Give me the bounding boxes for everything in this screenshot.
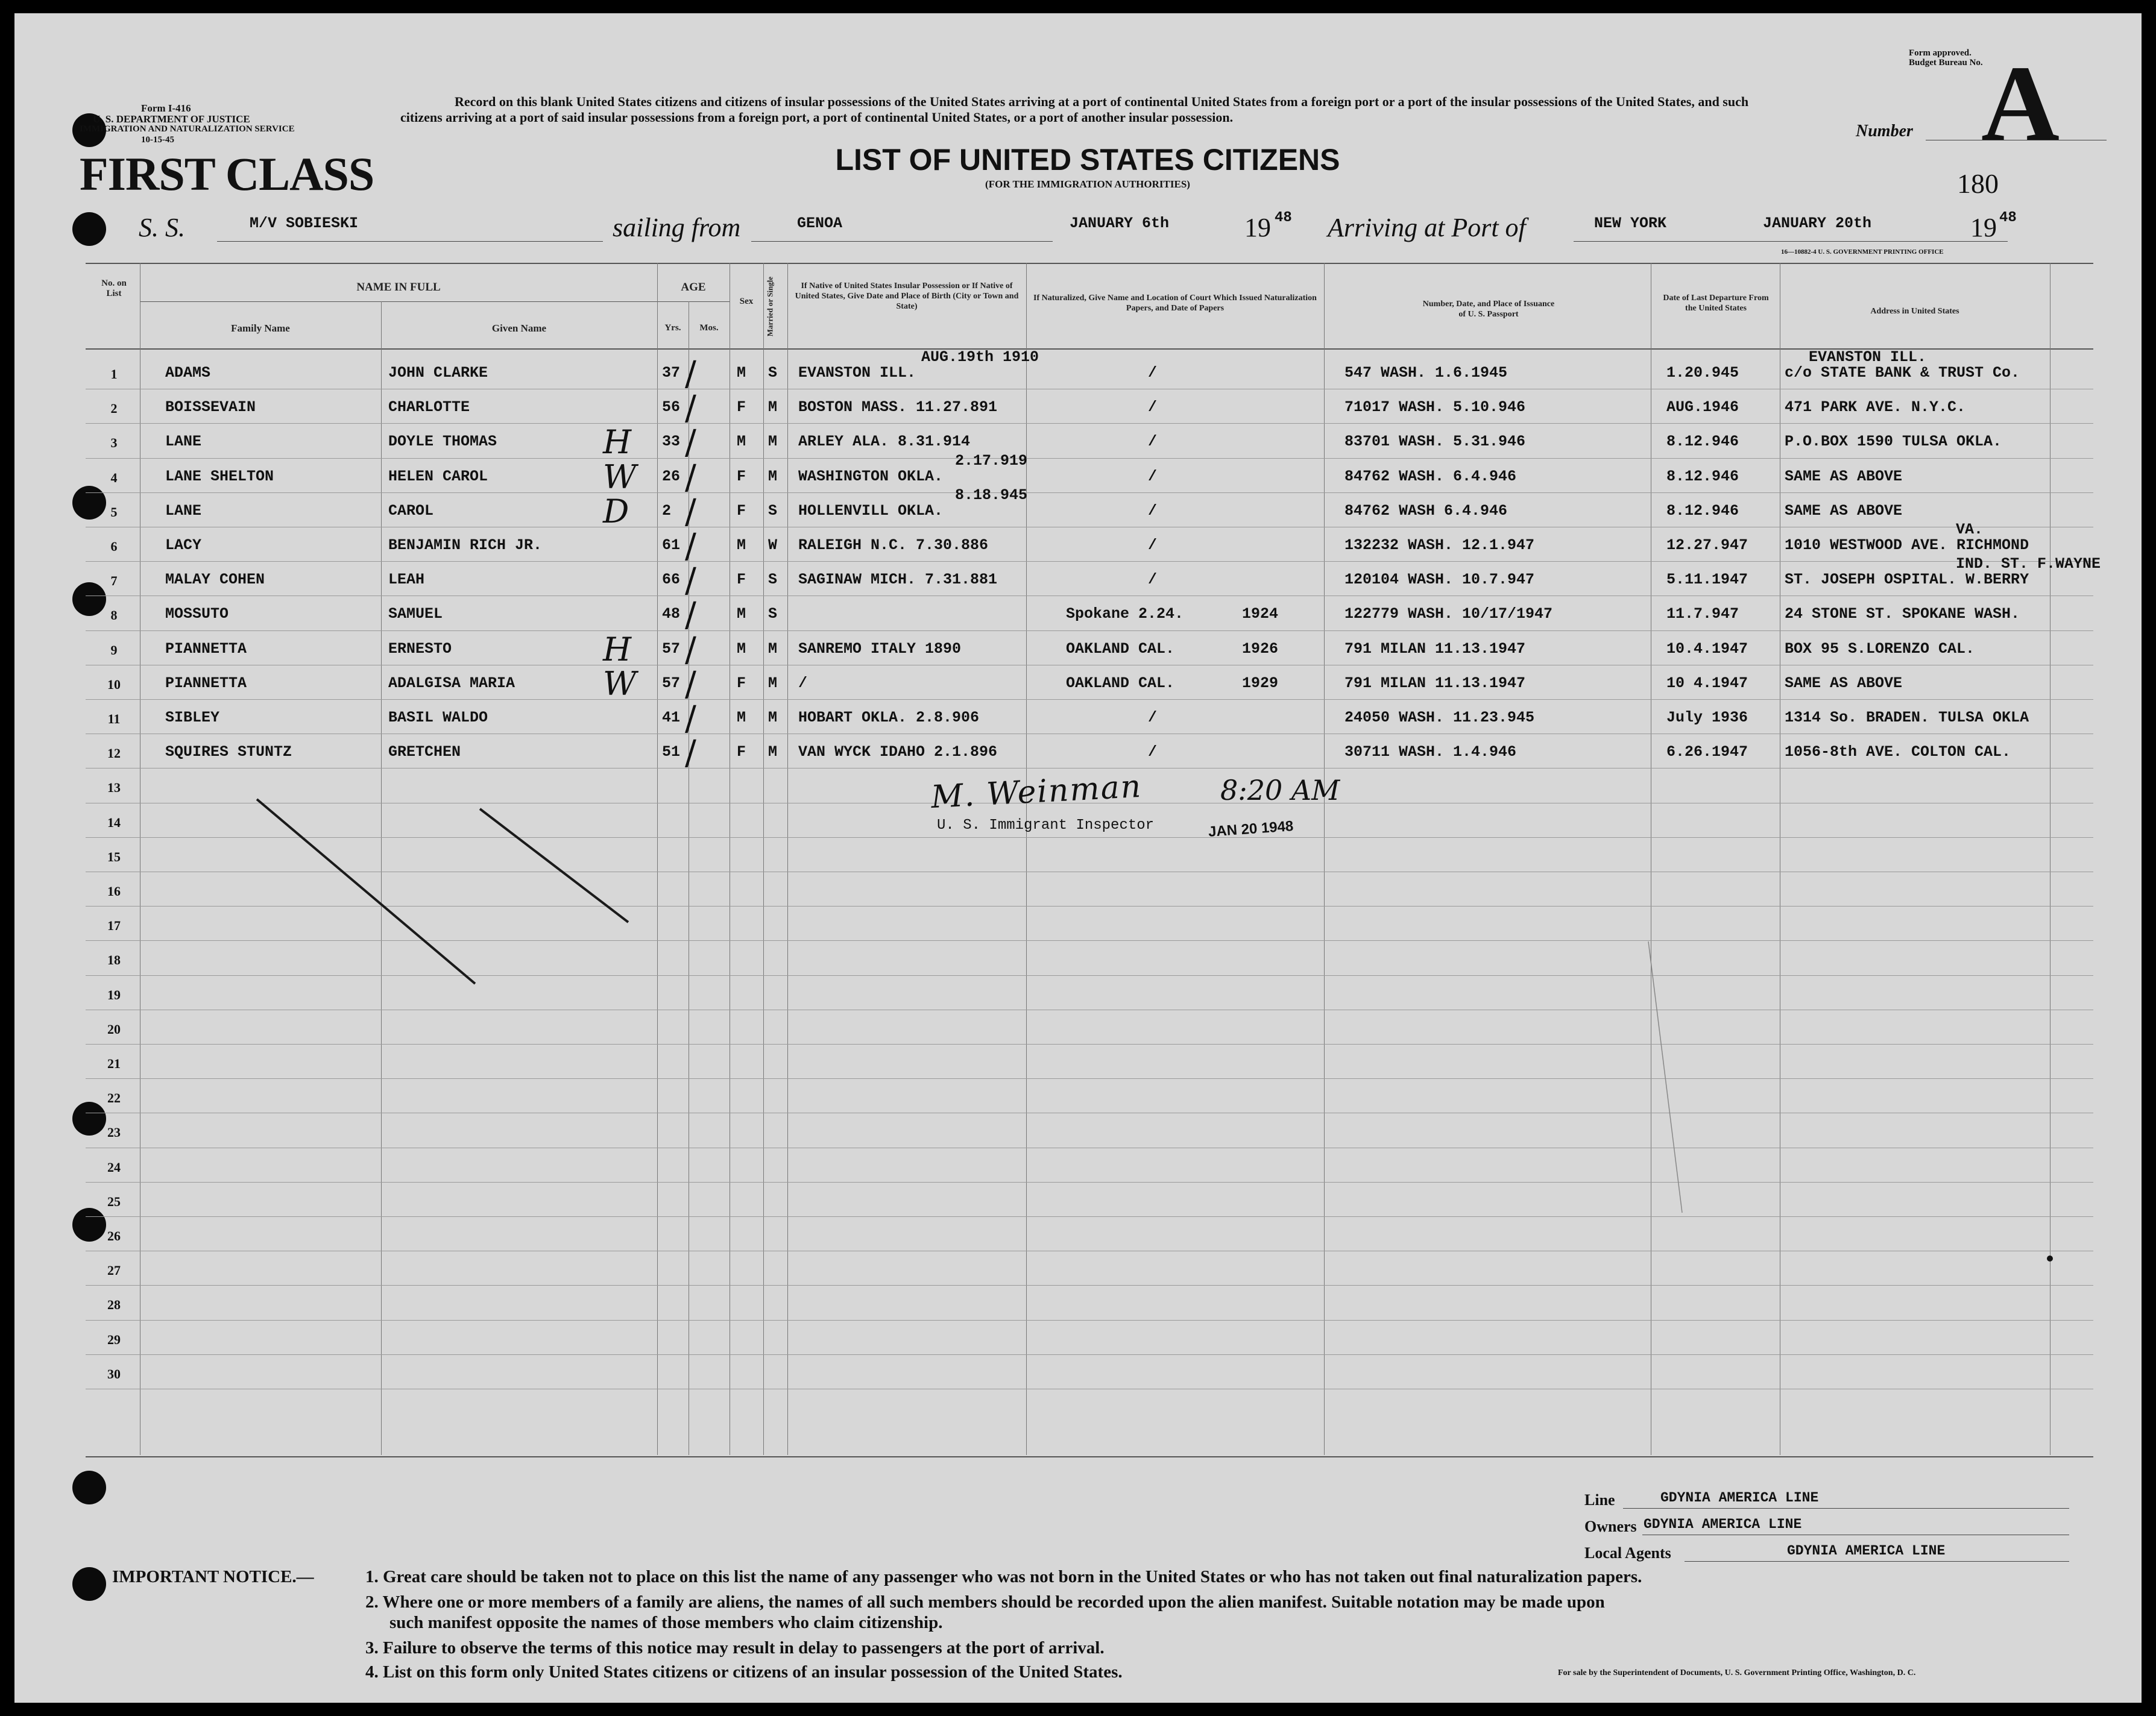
cell-birth-date-above: 8.18.945 bbox=[955, 486, 1028, 504]
col-header-married: Married or Single bbox=[765, 276, 775, 337]
cell-given: BASIL WALDO bbox=[388, 709, 488, 726]
col-header-no: No. on List bbox=[101, 278, 127, 298]
inspector-signature: M. Weinman bbox=[930, 768, 1143, 816]
ss-label: S. S. bbox=[139, 213, 185, 242]
cell-naturalized-year: 1926 bbox=[1242, 640, 1279, 658]
number-label: Number bbox=[1856, 122, 1913, 140]
row-number: 26 bbox=[107, 1228, 121, 1243]
cell-mos-tick: / bbox=[685, 664, 696, 704]
cell-address: 24 STONE ST. SPOKANE WASH. bbox=[1785, 605, 2020, 623]
cell-yrs: 57 bbox=[662, 674, 681, 692]
cell-sex: F bbox=[737, 501, 746, 520]
cell-passport: 84762 WASH. 6.4.946 bbox=[1344, 467, 1517, 485]
cell-yrs: 57 bbox=[662, 640, 681, 658]
row-number: 5 bbox=[110, 504, 118, 520]
printer-credit: For sale by the Superintendent of Documents, U. S. Government Printing Office, Washington, D. C. bbox=[1558, 1668, 1916, 1677]
department: U. S. DEPARTMENT OF JUSTICE bbox=[93, 113, 250, 125]
depart-year-prefix: 19 bbox=[1244, 213, 1271, 242]
cell-family: LANE bbox=[165, 501, 202, 520]
row-number: 20 bbox=[107, 1021, 121, 1037]
row-number: 13 bbox=[107, 780, 121, 796]
cell-naturalized: / bbox=[1148, 536, 1158, 554]
cancel-strokes bbox=[14, 13, 2142, 1703]
cell-yrs: 37 bbox=[662, 364, 681, 382]
cell-passport: 122779 WASH. 10/17/1947 bbox=[1344, 605, 1553, 623]
approval-line-1: Form approved. bbox=[1909, 48, 1972, 58]
cell-ms: M bbox=[768, 674, 778, 692]
cell-birth: RALEIGH N.C. 7.30.886 bbox=[798, 536, 989, 554]
cell-naturalized: / bbox=[1148, 433, 1158, 451]
cell-yrs: 33 bbox=[662, 433, 681, 451]
cell-naturalized: / bbox=[1148, 467, 1158, 485]
cell-address: 471 PARK AVE. N.Y.C. bbox=[1785, 398, 1966, 416]
cell-departure: 11.7.947 bbox=[1666, 605, 1739, 623]
cell-ms: M bbox=[768, 433, 778, 451]
cell-family: MALAY COHEN bbox=[165, 571, 265, 589]
page-title: LIST OF UNITED STATES CITIZENS bbox=[835, 143, 1340, 177]
cell-given: CHARLOTTE bbox=[388, 398, 470, 416]
cell-family: SQUIRES STUNTZ bbox=[165, 743, 292, 761]
cell-naturalized: OAKLAND CAL. bbox=[1066, 674, 1175, 692]
cell-family: PIANNETTA bbox=[165, 674, 247, 692]
cell-passport: 547 WASH. 1.6.1945 bbox=[1344, 364, 1508, 382]
cell-given: SAMUEL bbox=[388, 605, 443, 623]
cell-naturalized: Spokane 2.24. bbox=[1066, 605, 1184, 623]
cell-mos-tick: / bbox=[685, 389, 696, 429]
cell-naturalized-year: 1929 bbox=[1242, 674, 1279, 692]
row-number: 19 bbox=[107, 987, 121, 1002]
class-label: FIRST CLASS bbox=[80, 148, 374, 200]
agents-underline bbox=[1685, 1561, 2069, 1562]
cell-family: MOSSUTO bbox=[165, 605, 229, 623]
cell-address-above: IND. ST. F.WAYNE bbox=[1956, 555, 2101, 573]
col-header-yrs: Yrs. bbox=[664, 323, 681, 333]
row-number: 9 bbox=[110, 642, 118, 658]
cell-yrs: 56 bbox=[662, 398, 681, 416]
cell-address: SAME AS ABOVE bbox=[1785, 467, 1903, 485]
cell-address-above: EVANSTON ILL. bbox=[1809, 348, 1927, 366]
cell-address: SAME AS ABOVE bbox=[1785, 674, 1903, 692]
cell-departure: 8.12.946 bbox=[1666, 501, 1739, 520]
cell-departure: 12.27.947 bbox=[1666, 536, 1748, 554]
cell-naturalized: / bbox=[1148, 398, 1158, 416]
cell-birth: BOSTON MASS. 11.27.891 bbox=[798, 398, 998, 416]
service: IMMIGRATION AND NATURALIZATION SERVICE bbox=[80, 124, 295, 134]
row-number: 29 bbox=[107, 1331, 121, 1347]
gpo-code: 16—10882-4 U. S. GOVERNMENT PRINTING OFFICE bbox=[1781, 248, 1944, 256]
row-number: 22 bbox=[107, 1090, 121, 1106]
depart-year-suffix: 48 bbox=[1275, 210, 1292, 226]
list-letter: A bbox=[1981, 43, 2060, 163]
cell-given: LEAH bbox=[388, 571, 425, 589]
cell-naturalized: / bbox=[1148, 501, 1158, 520]
cell-sex: F bbox=[737, 743, 746, 761]
cell-yrs: 41 bbox=[662, 709, 681, 726]
cell-naturalized: / bbox=[1148, 571, 1158, 589]
cell-ms: S bbox=[768, 501, 778, 520]
cell-family: SIBLEY bbox=[165, 709, 220, 726]
cell-sex: M bbox=[737, 364, 746, 382]
row-number: 30 bbox=[107, 1366, 121, 1381]
manifest-sheet bbox=[14, 13, 2142, 1703]
notice-2-continued: such manifest opposite the names of those members who claim citizenship. bbox=[389, 1613, 943, 1632]
cell-sex: M bbox=[737, 640, 746, 658]
cell-mos-tick: / bbox=[685, 630, 696, 670]
cell-birth: VAN WYCK IDAHO 2.1.896 bbox=[798, 743, 998, 761]
cell-address-above: VA. bbox=[1956, 521, 1984, 538]
cell-ms: M bbox=[768, 467, 778, 485]
cell-yrs: 48 bbox=[662, 605, 681, 623]
agents-value: GDYNIA AMERICA LINE bbox=[1787, 1543, 1946, 1559]
cell-mos-tick: / bbox=[685, 527, 696, 566]
cell-given: DOYLE THOMAS bbox=[388, 433, 497, 451]
cell-mos-tick: / bbox=[685, 354, 696, 394]
arrival-date: JANUARY 20th bbox=[1763, 215, 1872, 232]
cell-departure: 1.20.945 bbox=[1666, 364, 1739, 382]
cell-yrs: 2 bbox=[662, 501, 672, 520]
owners-label: Owners bbox=[1584, 1518, 1637, 1535]
arrival-year-suffix: 48 bbox=[1999, 210, 2017, 226]
owners-value: GDYNIA AMERICA LINE bbox=[1644, 1516, 1802, 1532]
cell-birth: EVANSTON ILL. bbox=[798, 364, 916, 382]
cell-birth: HOLLENVILL OKLA. bbox=[798, 501, 944, 520]
cell-address: SAME AS ABOVE bbox=[1785, 501, 1903, 520]
ship-name: M/V SOBIESKI bbox=[250, 215, 359, 232]
cell-sex: M bbox=[737, 709, 746, 726]
row-number: 17 bbox=[107, 918, 121, 934]
row-number: 4 bbox=[110, 470, 118, 485]
col-header-departure: Date of Last Departure From the United States bbox=[1663, 294, 1769, 313]
cell-birth: SANREMO ITALY 1890 bbox=[798, 640, 962, 658]
cell-address: BOX 95 S.LORENZO CAL. bbox=[1785, 640, 1975, 658]
row-number: 12 bbox=[107, 746, 121, 761]
cell-sex: F bbox=[737, 467, 746, 485]
col-header-sex: Sex bbox=[739, 297, 754, 306]
cell-yrs: 61 bbox=[662, 536, 681, 554]
cell-sex: F bbox=[737, 398, 746, 416]
notice-title: IMPORTANT NOTICE.— bbox=[112, 1567, 314, 1586]
cell-family-mark: H bbox=[603, 630, 632, 668]
instructions: Record on this blank United States citizens and citizens of insular possessions of the United States arriving at a port of continental United States from a foreign port or a port of the insular possessions of the United States, and such citizens arriving at a port of said insular possessions from a foreign port, a port of continental United States, or a port of another insular possession. bbox=[400, 94, 1749, 125]
cell-mos-tick: / bbox=[685, 561, 696, 601]
cell-address: P.O.BOX 1590 TULSA OKLA. bbox=[1785, 433, 2002, 451]
ink-dot bbox=[2047, 1256, 2053, 1262]
cell-address: 1314 So. BRADEN. TULSA OKLA bbox=[1785, 709, 2029, 726]
cell-family-mark: D bbox=[603, 492, 629, 530]
cell-passport: 132232 WASH. 12.1.947 bbox=[1344, 536, 1535, 554]
cell-ms: S bbox=[768, 364, 778, 382]
cell-ms: M bbox=[768, 398, 778, 416]
faint-scratch bbox=[1648, 941, 1682, 1213]
cell-yrs: 26 bbox=[662, 467, 681, 485]
cell-passport: 71017 WASH. 5.10.946 bbox=[1344, 398, 1526, 416]
cell-naturalized: OAKLAND CAL. bbox=[1066, 640, 1175, 658]
cell-birth-date-above: 2.17.919 bbox=[955, 451, 1028, 470]
row-number: 10 bbox=[107, 676, 121, 692]
cell-sex: M bbox=[737, 433, 746, 451]
cell-birth-date-above: AUG.19th 1910 bbox=[921, 348, 1039, 366]
row-number: 18 bbox=[107, 952, 121, 968]
cell-sex: M bbox=[737, 536, 746, 554]
cell-address: c/o STATE BANK & TRUST Co. bbox=[1785, 364, 2020, 382]
cell-address: 1056-8th AVE. COLTON CAL. bbox=[1785, 743, 2011, 761]
cell-ms: S bbox=[768, 571, 778, 589]
cell-family: ADAMS bbox=[165, 364, 211, 382]
cell-family: LANE SHELTON bbox=[165, 467, 274, 485]
line-underline bbox=[1623, 1508, 2069, 1509]
sheet-number: 180 bbox=[1957, 168, 1999, 199]
row-number: 25 bbox=[107, 1193, 121, 1209]
notice-2: 2. Where one or more members of a family are aliens, the names of all such members should be recorded upon the alien manifest. Suitable notation may be made upon bbox=[365, 1592, 1605, 1612]
cell-departure: 8.12.946 bbox=[1666, 433, 1739, 451]
cell-naturalized: / bbox=[1148, 743, 1158, 761]
cell-family-mark: H bbox=[603, 423, 632, 462]
cell-ms: S bbox=[768, 605, 778, 623]
cell-given: ERNESTO bbox=[388, 640, 452, 658]
cancel-stroke bbox=[257, 799, 475, 984]
cell-ms: W bbox=[768, 536, 778, 554]
line-value: GDYNIA AMERICA LINE bbox=[1660, 1490, 1819, 1506]
cell-naturalized: / bbox=[1148, 709, 1158, 726]
row-number: 11 bbox=[107, 711, 121, 726]
cell-mos-tick: / bbox=[685, 423, 696, 463]
row-number: 16 bbox=[107, 884, 121, 899]
cell-given: BENJAMIN RICH JR. bbox=[388, 536, 543, 554]
row-number: 2 bbox=[110, 401, 118, 416]
col-header-mos: Mos. bbox=[699, 323, 719, 333]
cell-departure: 5.11.1947 bbox=[1666, 571, 1748, 589]
cell-mos-tick: / bbox=[685, 734, 696, 773]
row-number: 3 bbox=[110, 435, 118, 451]
cell-family: LACY bbox=[165, 536, 202, 554]
col-header-native: If Native of United States Insular Possession or If Native of United States, Give Date and Place of Birth (City or Town and State) bbox=[795, 281, 1019, 311]
inspector-time: 8:20 AM bbox=[1220, 774, 1340, 806]
cell-address: ST. JOSEPH OSPITAL. W.BERRY bbox=[1785, 571, 2029, 589]
port-arrival: NEW YORK bbox=[1594, 215, 1667, 232]
cell-family-mark: W bbox=[603, 457, 637, 496]
cell-birth: SAGINAW MICH. 7.31.881 bbox=[798, 571, 998, 589]
col-header-family: Family Name bbox=[231, 322, 290, 334]
cell-family: PIANNETTA bbox=[165, 640, 247, 658]
cell-family: LANE bbox=[165, 433, 202, 451]
cell-ms: M bbox=[768, 709, 778, 726]
line-label: Line bbox=[1584, 1491, 1615, 1509]
cell-given: JOHN CLARKE bbox=[388, 364, 488, 382]
row-number: 7 bbox=[110, 573, 118, 589]
cell-yrs: 51 bbox=[662, 743, 681, 761]
cell-given: CAROL bbox=[388, 501, 434, 520]
cell-passport: 30711 WASH. 1.4.946 bbox=[1344, 743, 1517, 761]
form-id: Form I-416 bbox=[141, 102, 191, 114]
row-number: 8 bbox=[110, 608, 118, 623]
cell-mos-tick: / bbox=[685, 596, 696, 635]
col-header-address: Address in United States bbox=[1870, 307, 1959, 316]
cell-passport: 120104 WASH. 10.7.947 bbox=[1344, 571, 1535, 589]
row-number: 1 bbox=[110, 366, 118, 382]
cell-sex: M bbox=[737, 605, 746, 623]
cell-passport: 791 MILAN 11.13.1947 bbox=[1344, 674, 1526, 692]
cell-given: HELEN CAROL bbox=[388, 467, 488, 485]
page-subtitle: (FOR THE IMMIGRATION AUTHORITIES) bbox=[985, 178, 1190, 190]
cell-birth: ARLEY ALA. 8.31.914 bbox=[798, 433, 971, 451]
cell-departure: July 1936 bbox=[1666, 709, 1748, 726]
inspection-stamp: JAN 20 1948 bbox=[1208, 818, 1294, 840]
row-number: 15 bbox=[107, 849, 121, 864]
inspector-title: U. S. Immigrant Inspector bbox=[937, 817, 1155, 834]
cell-given: ADALGISA MARIA bbox=[388, 674, 515, 692]
cell-passport: 791 MILAN 11.13.1947 bbox=[1344, 640, 1526, 658]
cell-family-mark: W bbox=[603, 664, 637, 703]
cell-mos-tick: / bbox=[685, 492, 696, 532]
cell-mos-tick: / bbox=[685, 699, 696, 738]
cell-ms: M bbox=[768, 743, 778, 761]
cell-birth: HOBART OKLA. 2.8.906 bbox=[798, 709, 980, 726]
cell-departure: 6.26.1947 bbox=[1666, 743, 1748, 761]
cell-passport: 83701 WASH. 5.31.946 bbox=[1344, 433, 1526, 451]
arrival-year-prefix: 19 bbox=[1970, 213, 1997, 242]
form-date: 10-15-45 bbox=[141, 135, 174, 145]
cell-passport: 84762 WASH 6.4.946 bbox=[1344, 501, 1508, 520]
notice-3: 3. Failure to observe the terms of this notice may result in delay to passengers at the port of arrival. bbox=[365, 1638, 1105, 1658]
depart-date: JANUARY 6th bbox=[1070, 215, 1170, 232]
port-from: GENOA bbox=[797, 215, 843, 232]
cell-given: GRETCHEN bbox=[388, 743, 461, 761]
cancel-stroke bbox=[480, 809, 628, 922]
col-header-passport: Number, Date, and Place of Issuance of U. S. Passport bbox=[1422, 300, 1555, 319]
cell-naturalized-year: 1924 bbox=[1242, 605, 1279, 623]
cell-sex: F bbox=[737, 674, 746, 692]
col-header-naturalized: If Naturalized, Give Name and Location of Court Which Issued Naturalization Papers, and Date of Papers bbox=[1033, 294, 1317, 313]
cell-sex: F bbox=[737, 571, 746, 589]
sailing-label: sailing from bbox=[613, 213, 741, 242]
cell-yrs: 66 bbox=[662, 571, 681, 589]
row-number: 14 bbox=[107, 814, 121, 830]
col-header-name: NAME IN FULL bbox=[356, 281, 441, 294]
cell-birth: / bbox=[798, 674, 808, 692]
row-number: 24 bbox=[107, 1159, 121, 1175]
row-number: 28 bbox=[107, 1297, 121, 1313]
cell-departure: 10 4.1947 bbox=[1666, 674, 1748, 692]
cell-family: BOISSEVAIN bbox=[165, 398, 256, 416]
cell-birth: WASHINGTON OKLA. bbox=[798, 467, 944, 485]
row-number: 6 bbox=[110, 539, 118, 554]
cell-departure: 10.4.1947 bbox=[1666, 640, 1748, 658]
row-number: 21 bbox=[107, 1056, 121, 1071]
row-number: 23 bbox=[107, 1125, 121, 1140]
cell-departure: AUG.1946 bbox=[1666, 398, 1739, 416]
cell-ms: M bbox=[768, 640, 778, 658]
notice-4: 4. List on this form only United States citizens or citizens of an insular possession of the United States. bbox=[365, 1662, 1123, 1682]
cell-mos-tick: / bbox=[685, 457, 696, 497]
approval-line-2: Budget Bureau No. bbox=[1909, 58, 1983, 68]
row-number: 27 bbox=[107, 1263, 121, 1278]
agents-label: Local Agents bbox=[1584, 1544, 1671, 1562]
col-header-age: AGE bbox=[681, 281, 706, 294]
cell-naturalized: / bbox=[1148, 364, 1158, 382]
arriving-label: Arriving at Port of bbox=[1328, 213, 1526, 242]
col-header-given: Given Name bbox=[491, 322, 547, 334]
notice-1: 1. Great care should be taken not to place on this list the name of any passenger who was not born in the United States or who has not taken out final naturalization papers. bbox=[365, 1567, 1642, 1586]
cell-passport: 24050 WASH. 11.23.945 bbox=[1344, 709, 1535, 726]
cell-address: 1010 WESTWOOD AVE. RICHMOND bbox=[1785, 536, 2029, 554]
cell-departure: 8.12.946 bbox=[1666, 467, 1739, 485]
